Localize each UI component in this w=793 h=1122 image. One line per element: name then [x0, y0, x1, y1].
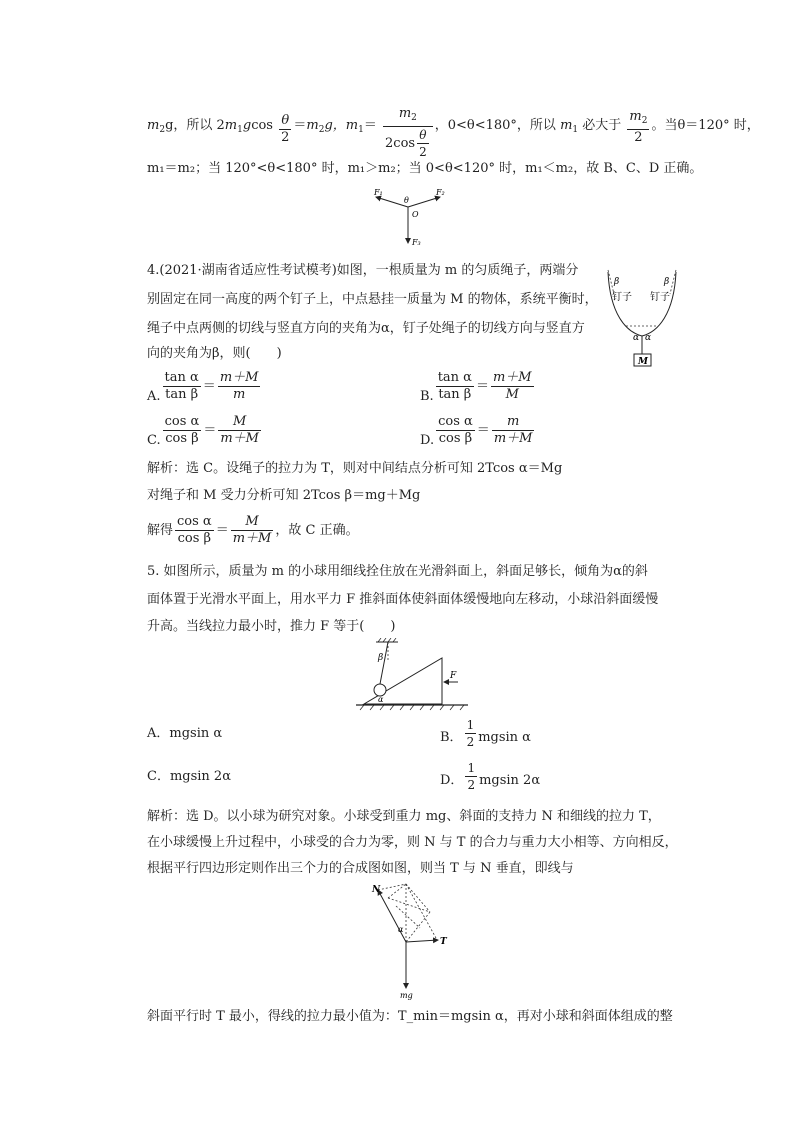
denominator: cos β	[177, 531, 212, 546]
denominator: tan β	[165, 387, 199, 402]
text: g，所以 2	[165, 118, 225, 133]
force-f2-arrow	[408, 197, 440, 207]
text-m: m	[224, 118, 238, 133]
rope-nail-diagram	[598, 264, 690, 372]
text: mgsin α	[478, 730, 531, 745]
numerator: tan α	[164, 370, 199, 385]
fraction-half	[465, 760, 477, 793]
fraction-theta-2	[279, 113, 291, 146]
numerator: cos α	[164, 414, 200, 429]
numerator: cos α	[177, 514, 212, 529]
label-f: F	[450, 671, 457, 681]
numerator: 1	[466, 718, 475, 732]
q5-option-d[interactable]	[440, 760, 540, 793]
equals: ＝	[203, 423, 217, 438]
text: ，0<θ<180°，所以	[434, 118, 561, 133]
text: ＝	[363, 118, 377, 133]
fraction	[163, 370, 201, 403]
label-alpha: α	[378, 695, 384, 704]
denominator: cos β	[165, 431, 199, 446]
q5-option-a[interactable]: A．mgsin α	[147, 726, 223, 741]
sub: 1	[358, 125, 364, 135]
text-m: m	[306, 118, 319, 133]
label-n: N	[372, 885, 381, 895]
force-t-arrow	[406, 940, 438, 942]
label-mg: mg	[400, 991, 413, 1000]
fraction-inner	[417, 127, 429, 160]
numerator: M	[218, 414, 261, 431]
numerator: cos α	[438, 414, 473, 429]
fraction	[175, 514, 214, 547]
fraction	[231, 514, 274, 547]
label-beta-left: β	[614, 277, 620, 287]
q4-line-1: 4.(2021·湖南省适应性考试模考)如图，一根质量为 m 的匀质绳子，两端分	[147, 263, 579, 278]
q5-line-3: 升高。当线拉力最小时，推力 F 等于( )	[147, 619, 396, 634]
numerator: 1	[467, 761, 476, 775]
text-g: g，	[324, 118, 346, 133]
text-m: m	[629, 109, 642, 124]
denominator: m＋M	[232, 531, 272, 546]
fraction-m2-over-2cos	[383, 106, 433, 160]
text-m: m	[398, 106, 412, 121]
label-theta: θ	[404, 196, 409, 205]
force-parallelogram-diagram	[368, 880, 452, 1000]
q4-line-3: 绳子中点两侧的切线与竖直方向的夹角为α，钉子处绳子的切线方向与竖直方	[147, 321, 585, 336]
denominator: m	[232, 387, 246, 402]
sub: 2	[318, 125, 325, 135]
label-f1: F₁	[374, 188, 383, 197]
label-f2: F₂	[436, 188, 445, 197]
fraction	[163, 414, 202, 447]
q4-option-d[interactable]	[420, 414, 536, 447]
denominator: 2	[634, 130, 643, 145]
label-t: T	[440, 937, 447, 947]
text: ＝	[293, 118, 307, 133]
fraction-half	[465, 717, 477, 750]
text-m: m	[345, 118, 359, 133]
numerator: M	[231, 514, 274, 531]
ceiling-hatch	[378, 638, 396, 642]
fraction	[218, 414, 261, 447]
text: mgsin 2α	[479, 773, 541, 788]
fraction	[491, 370, 534, 403]
denominator: m＋M	[220, 431, 259, 446]
equals: ＝	[475, 379, 489, 394]
denominator: 2	[466, 735, 475, 749]
numerator: m＋M	[492, 370, 532, 385]
label-alpha-left: α	[633, 333, 640, 343]
text: 。当θ＝120° 时，	[651, 118, 760, 133]
sub: 2	[641, 116, 648, 126]
numerator: θ	[279, 113, 291, 130]
parallelogram-dashes	[378, 884, 436, 942]
q5-option-b[interactable]	[440, 717, 531, 750]
denominator: m＋M	[493, 431, 533, 446]
label-nail-left: 钉子	[612, 292, 632, 303]
text-m: m	[560, 118, 573, 133]
solution-line-2: m₁＝m₂；当 120°<θ<180° 时，m₁＞m₂；当 0<θ<120° 时，m₁＜m₂，故 B、C、D 正确。	[147, 161, 703, 176]
q4-solution-1: 解析：选 C。设绳子的拉力为 T，则对中间结点分析可知 2Tcos α＝Mg	[147, 461, 563, 476]
q4-option-a[interactable]	[147, 370, 262, 403]
text: 2cos	[385, 136, 416, 151]
solution-line-1	[147, 106, 760, 160]
sub: 2	[411, 113, 417, 123]
option-label: A.	[147, 389, 161, 404]
label-nail-right: 钉子	[650, 292, 670, 303]
equals: ＝	[202, 379, 216, 394]
q4-option-b[interactable]	[420, 370, 536, 403]
denominator: 2	[467, 778, 476, 792]
equals: ＝	[476, 423, 490, 438]
text: 必大于	[578, 118, 622, 133]
text: 解得	[147, 523, 174, 538]
force-n-arrow	[378, 890, 406, 942]
fraction	[436, 370, 474, 403]
numerator: m＋M	[219, 370, 259, 385]
q5-solution-1: 解析：选 D。以小球为研究对象。小球受到重力 mg、斜面的支持力 N 和细线的拉力 T，	[147, 809, 661, 824]
denominator: cos β	[438, 431, 473, 446]
option-label: C.	[147, 433, 161, 448]
text-cos: cos	[251, 118, 273, 133]
numerator: m	[492, 414, 535, 431]
fraction	[218, 370, 261, 403]
text-g: g	[242, 118, 252, 133]
incline-diagram	[352, 638, 470, 712]
q5-option-c[interactable]: C．mgsin 2α	[147, 769, 231, 784]
sub: 1	[572, 125, 579, 135]
string	[380, 642, 388, 684]
denominator: 2	[419, 145, 427, 159]
q4-line-4: 向的夹角为β，则( )	[147, 346, 282, 361]
label-alpha: α	[398, 925, 404, 934]
incline-body	[364, 658, 442, 704]
denominator: M	[505, 387, 519, 402]
label-m: M	[638, 357, 648, 367]
sub: 2	[159, 125, 166, 135]
q4-option-c[interactable]	[147, 414, 263, 447]
sub: 1	[237, 125, 243, 135]
text-m: m	[147, 118, 160, 133]
label-f3: F₃	[412, 238, 421, 247]
equals: ＝	[215, 523, 229, 538]
label-alpha-right: α	[645, 333, 652, 343]
label-beta: β	[378, 653, 384, 663]
label-o: O	[412, 210, 419, 219]
q5-line-2: 面体置于光滑水平面上，用水平力 F 推斜面体使斜面体缓慢地向左移动，小球沿斜面缓慢	[147, 592, 659, 607]
force-diagram-o	[368, 185, 458, 250]
denominator: 2	[281, 130, 290, 145]
q4-solution-3	[147, 514, 359, 547]
fraction-m2-over-2	[627, 109, 649, 146]
option-label: D．	[440, 773, 464, 788]
q5-solution-4: 斜面平行时 T 最小，得线的拉力最小值为：T_min＝mgsin α，再对小球和斜面体组成的整	[147, 1009, 673, 1024]
denominator: tan β	[438, 387, 472, 402]
text: ，故 C 正确。	[275, 523, 359, 538]
option-label: B．	[440, 730, 463, 745]
numerator: tan α	[437, 370, 472, 385]
q5-solution-2: 在小球缓慢上升过程中，小球受的合力为零，则 N 与 T 的合力与重力大小相等、方向相反，	[147, 835, 678, 850]
q5-solution-3: 根据平行四边形定则作出三个力的合成图如图，则当 T 与 N 垂直，即线与	[147, 861, 574, 876]
numerator: θ	[417, 127, 429, 144]
q4-line-2: 别固定在同一高度的两个钉子上，中点悬挂一质量为 M 的物体，系统平衡时，	[147, 292, 598, 307]
ground-hatch	[360, 705, 464, 710]
fraction	[436, 414, 475, 447]
fraction	[492, 414, 535, 447]
q5-line-1: 5. 如图所示，质量为 m 的小球用细线拴住放在光滑斜面上，斜面足够长，倾角为α的斜	[147, 564, 648, 579]
q4-solution-2: 对绳子和 M 受力分析可知 2Tcos β＝mg＋Mg	[147, 488, 421, 503]
option-label: B.	[420, 389, 434, 404]
option-label: D.	[420, 433, 435, 448]
label-beta-right: β	[664, 277, 670, 287]
